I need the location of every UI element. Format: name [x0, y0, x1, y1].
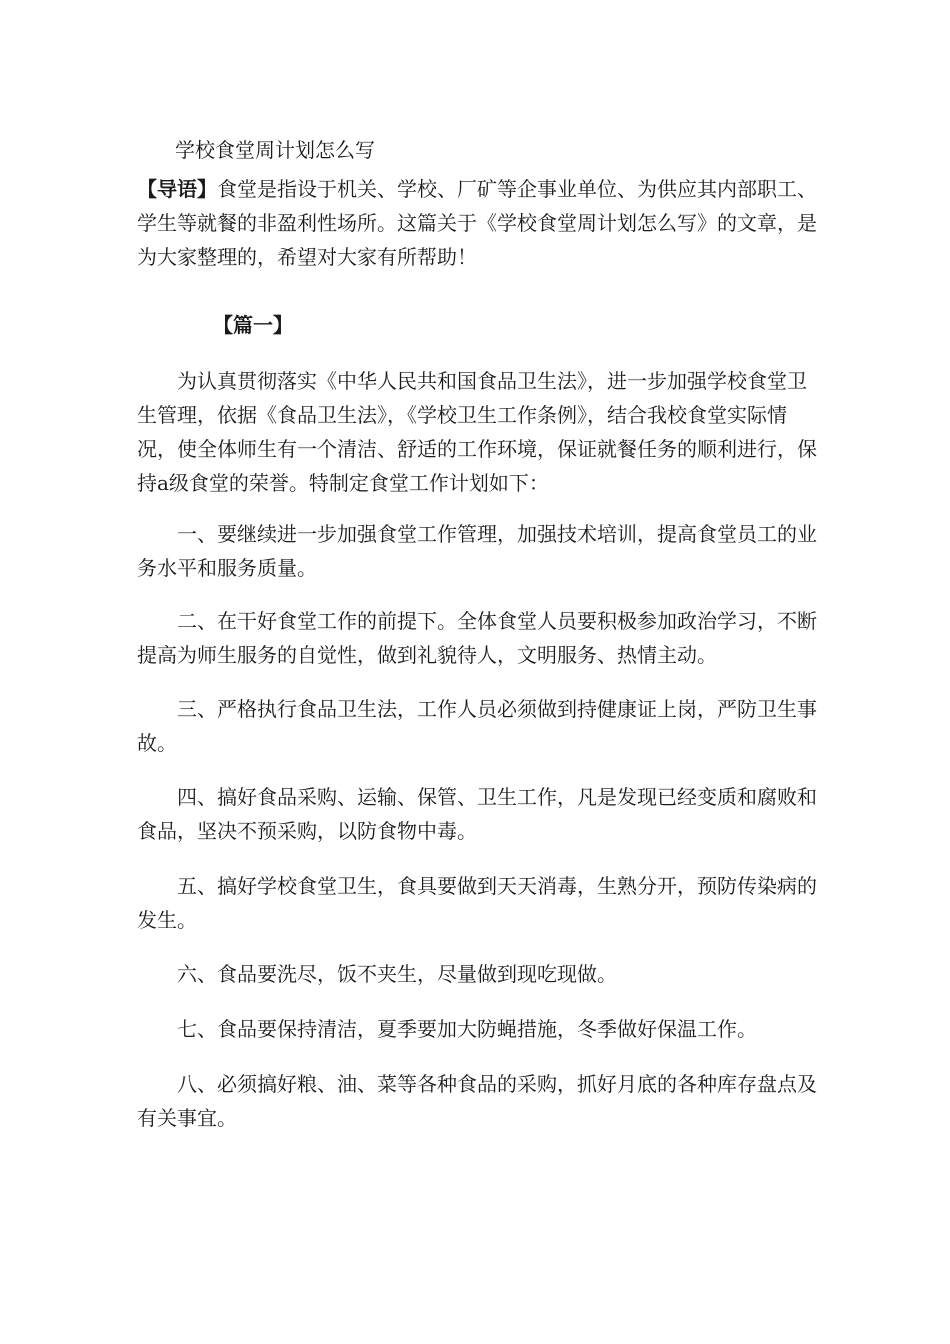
paragraph-6: 五、搞好学校食堂卫生，食具要做到天天消毒，生熟分开，预防传染病的发生。: [137, 874, 817, 932]
paragraph-1: 为认真贯彻落实《中华人民共和国食品卫生法》，进一步加强学校食堂卫生管理，依据《食品卫生法》，《学校卫生工作条例》，结合我校食堂实际情况，使全体师生有一个清洁、舒适的工作环境，保证就餐任务的顺利进行，保持a级食堂的荣誉。特制定食堂工作计划如下：: [137, 369, 817, 495]
paragraph-3: 二、在干好食堂工作的前提下。全体食堂人员要积极参加政治学习，不断提高为师生服务的自觉性，做到礼貌待人，文明服务、热情主动。: [137, 609, 817, 667]
paragraph-4: 三、严格执行食品卫生法，工作人员必须做到持健康证上岗，严防卫生事故。: [137, 697, 817, 755]
paragraph-5: 四、搞好食品采购、运输、保管、卫生工作，凡是发现已经变质和腐败和食品，坚决不预采购，以防食物中毒。: [137, 785, 817, 843]
intro-text: 食堂是指设于机关、学校、厂矿等企事业单位、为供应其内部职工、学生等就餐的非盈利性场所。这篇关于《学校食堂周计划怎么写》的文章，是为大家整理的，希望对大家有所帮助！: [137, 177, 817, 269]
paragraph-7: 六、食品要洗尽，饭不夹生，尽量做到现吃现做。: [177, 962, 617, 986]
intro-paragraph: [137, 172, 827, 274]
paragraph-2: 一、要继续进一步加强食堂工作管理，加强技术培训，提高食堂员工的业务水平和服务质量。: [137, 522, 817, 580]
intro-label: 【导语】: [137, 177, 217, 201]
paragraph-9: 八、必须搞好粮、油、菜等各种食品的采购，抓好月底的各种库存盘点及有关事宜。: [137, 1072, 817, 1130]
section-heading: 【篇一】: [213, 313, 293, 337]
paragraph-8: 七、食品要保持清洁，夏季要加大防蝇措施，冬季做好保温工作。: [177, 1017, 757, 1041]
document-title: 学校食堂周计划怎么写: [175, 138, 375, 162]
